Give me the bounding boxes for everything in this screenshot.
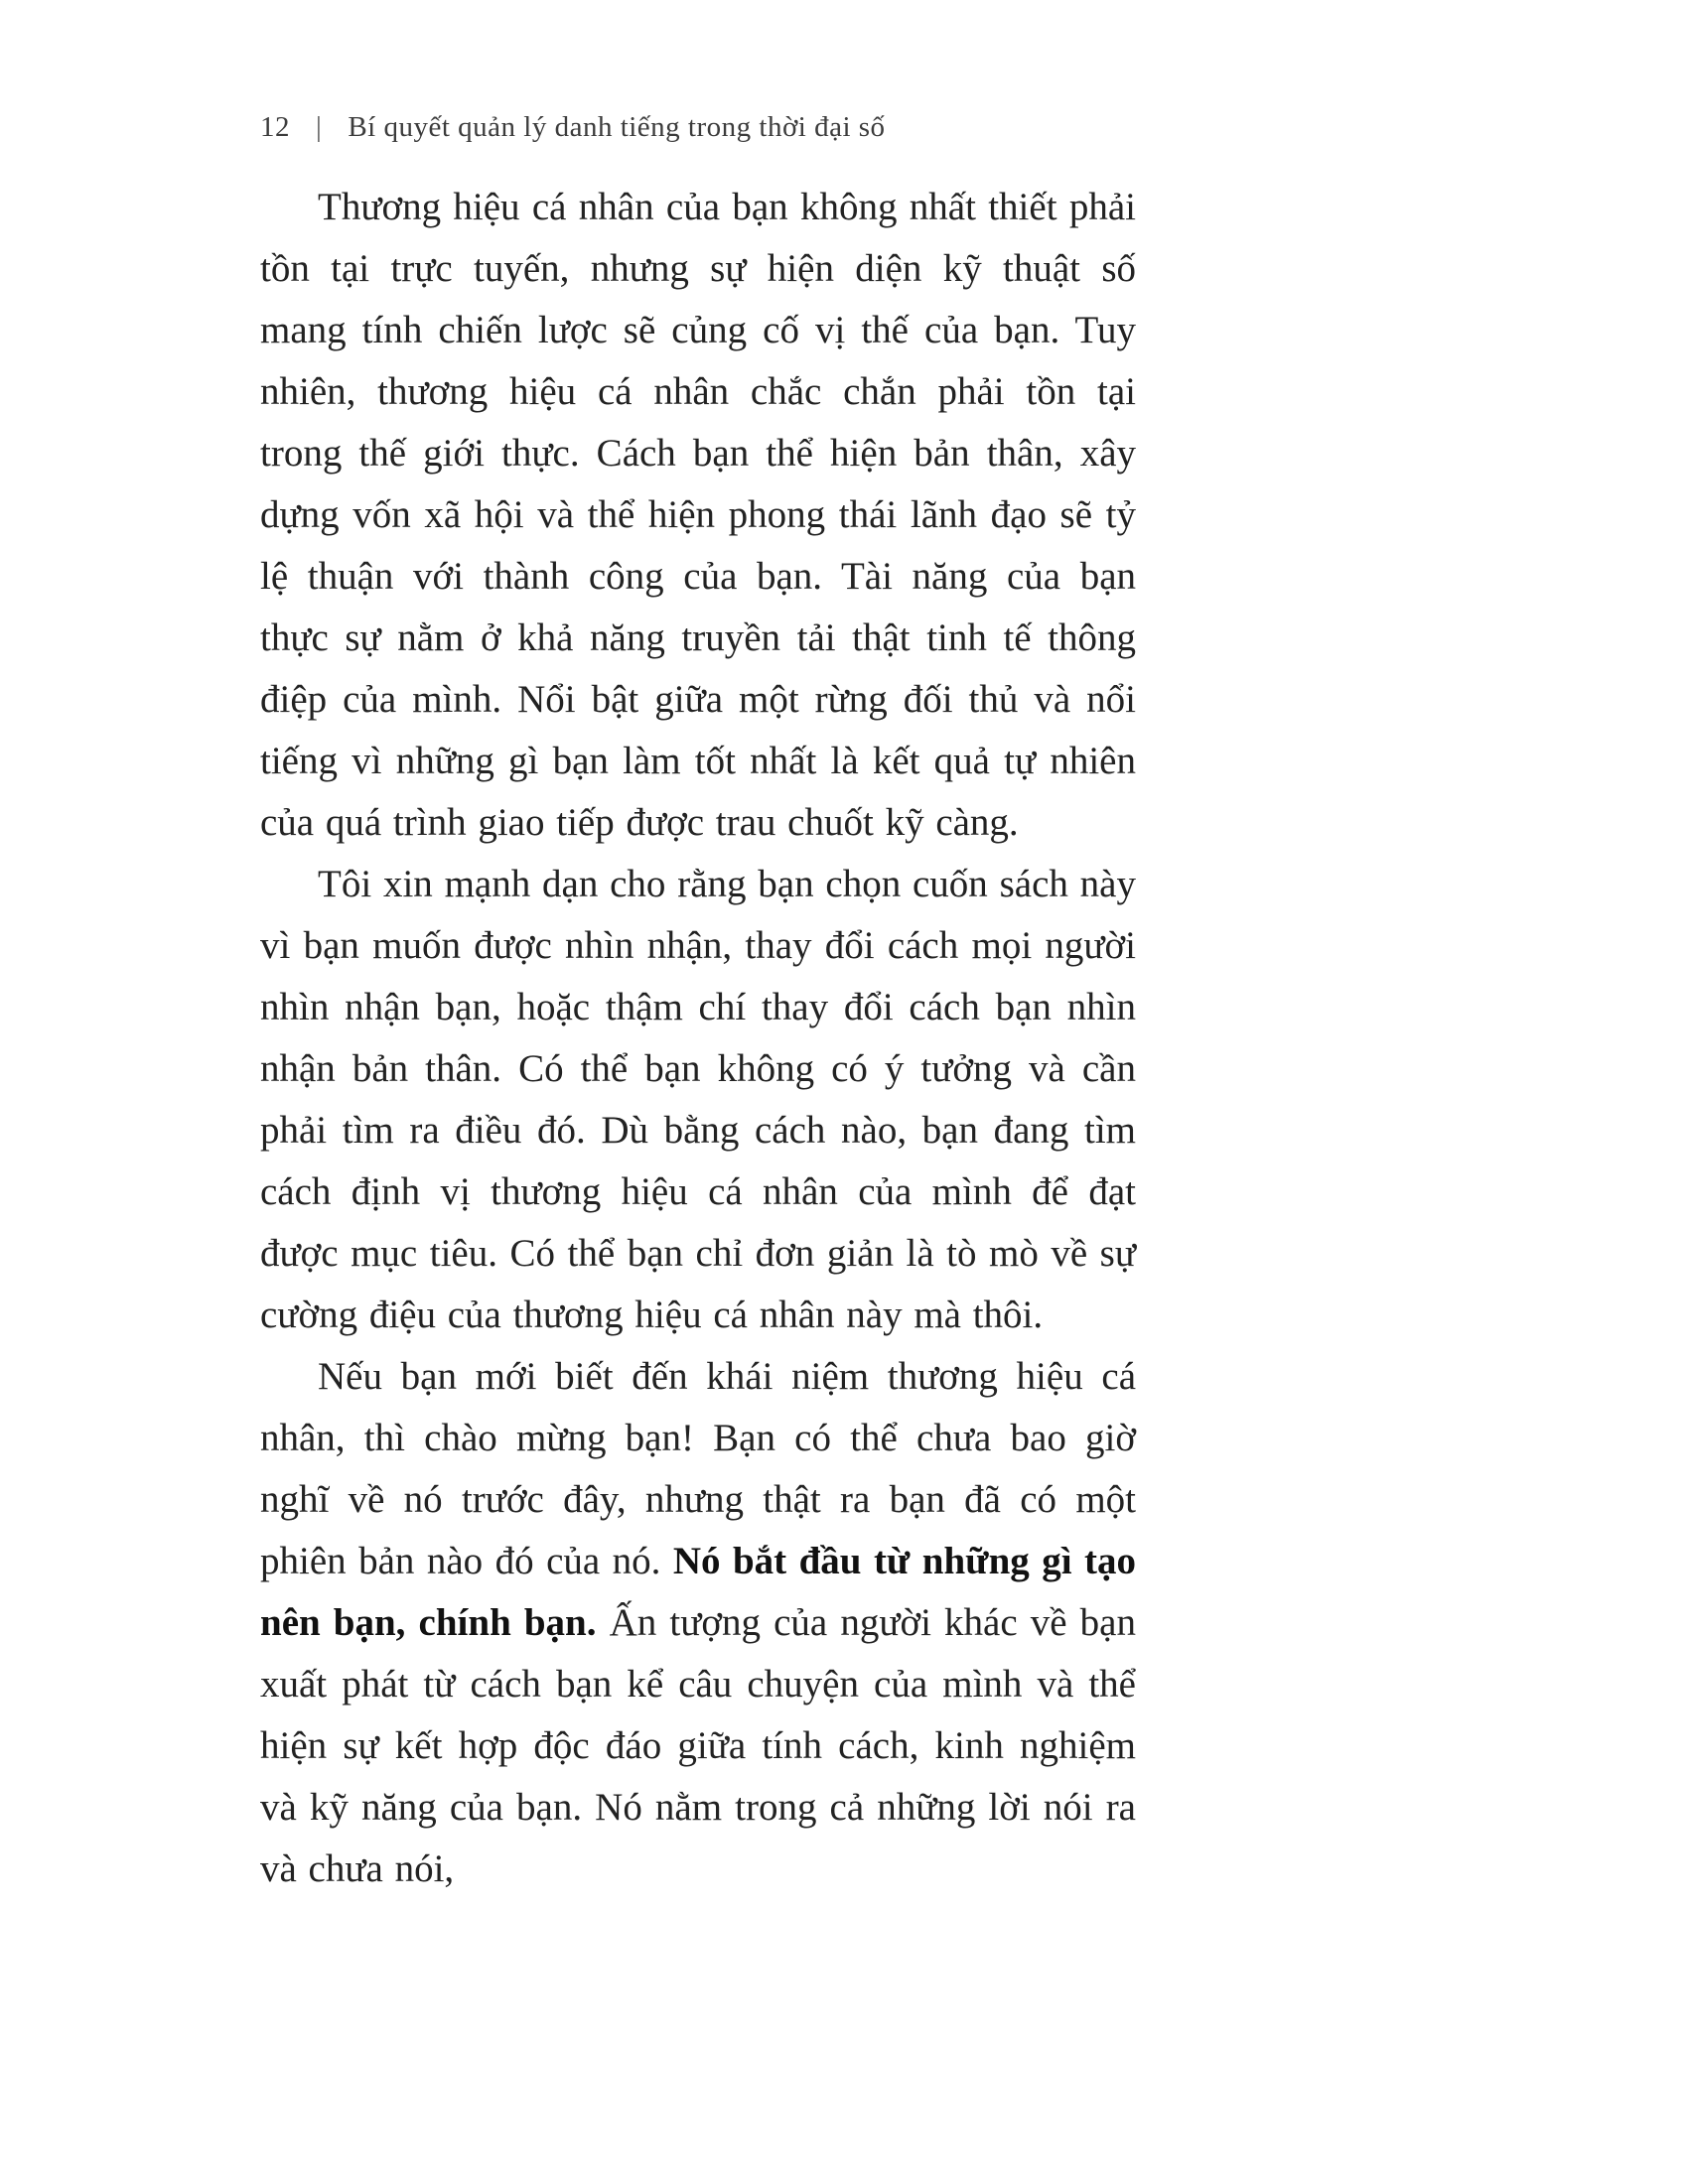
header-separator: | — [316, 111, 323, 143]
body-paragraph-3 — [260, 1346, 1136, 1900]
body-paragraph-2: Tôi xin mạnh dạn cho rằng bạn chọn cuốn sách này vì bạn muốn được nhìn nhận, thay đổi cách mọi người nhìn nhận bạn, hoặc thậm chí thay đổi cách bạn nhìn nhận bản thân. Có thể bạn không có ý tưởng và cần phải tìm ra điều đó. Dù bằng cách nào, bạn đang tìm cách định vị thương hiệu cá nhân của mình để đạt được mục tiêu. Có thể bạn chỉ đơn giản là tò mò về sự cường điệu của thương hiệu cá nhân này mà thôi. — [260, 863, 1136, 1336]
page-header — [260, 111, 1154, 144]
page-number: 12 — [260, 111, 290, 143]
paragraph-3-bold-phrase: Nó bắt đầu từ những gì tạo nên bạn, chính bạn. — [260, 1540, 1136, 1644]
paragraph-3-text-before-bold: Nếu bạn mới biết đến khái niệm thương hiệu cá nhân, thì chào mừng bạn! Bạn có thể chưa bao giờ nghĩ về nó trước đây, nhưng thật ra bạn đã có một phiên bản nào đó của nó. — [260, 1355, 1136, 1582]
page-body — [260, 177, 1136, 1900]
running-head-title: Bí quyết quản lý danh tiếng trong thời đại số — [348, 111, 886, 143]
body-paragraph-1: Thương hiệu cá nhân của bạn không nhất thiết phải tồn tại trực tuyến, nhưng sự hiện diện kỹ thuật số mang tính chiến lược sẽ củng cố vị thế của bạn. Tuy nhiên, thương hiệu cá nhân chắc chắn phải tồn tại trong thế giới thực. Cách bạn thể hiện bản thân, xây dựng vốn xã hội và thể hiện phong thái lãnh đạo sẽ tỷ lệ thuận với thành công của bạn. Tài năng của bạn thực sự nằm ở khả năng truyền tải thật tinh tế thông điệp của mình. Nổi bật giữa một rừng đối thủ và nổi tiếng vì những gì bạn làm tốt nhất là kết quả tự nhiên của quá trình giao tiếp được trau chuốt kỹ càng. — [260, 186, 1136, 844]
paragraph-3-text-after-bold: Ấn tượng của người khác về bạn xuất phát từ cách bạn kể câu chuyện của mình và thể hiện sự kết hợp độc đáo giữa tính cách, kinh nghiệm và kỹ năng của bạn. Nó nằm trong cả những lời nói ra và chưa nói, — [260, 1601, 1136, 1890]
